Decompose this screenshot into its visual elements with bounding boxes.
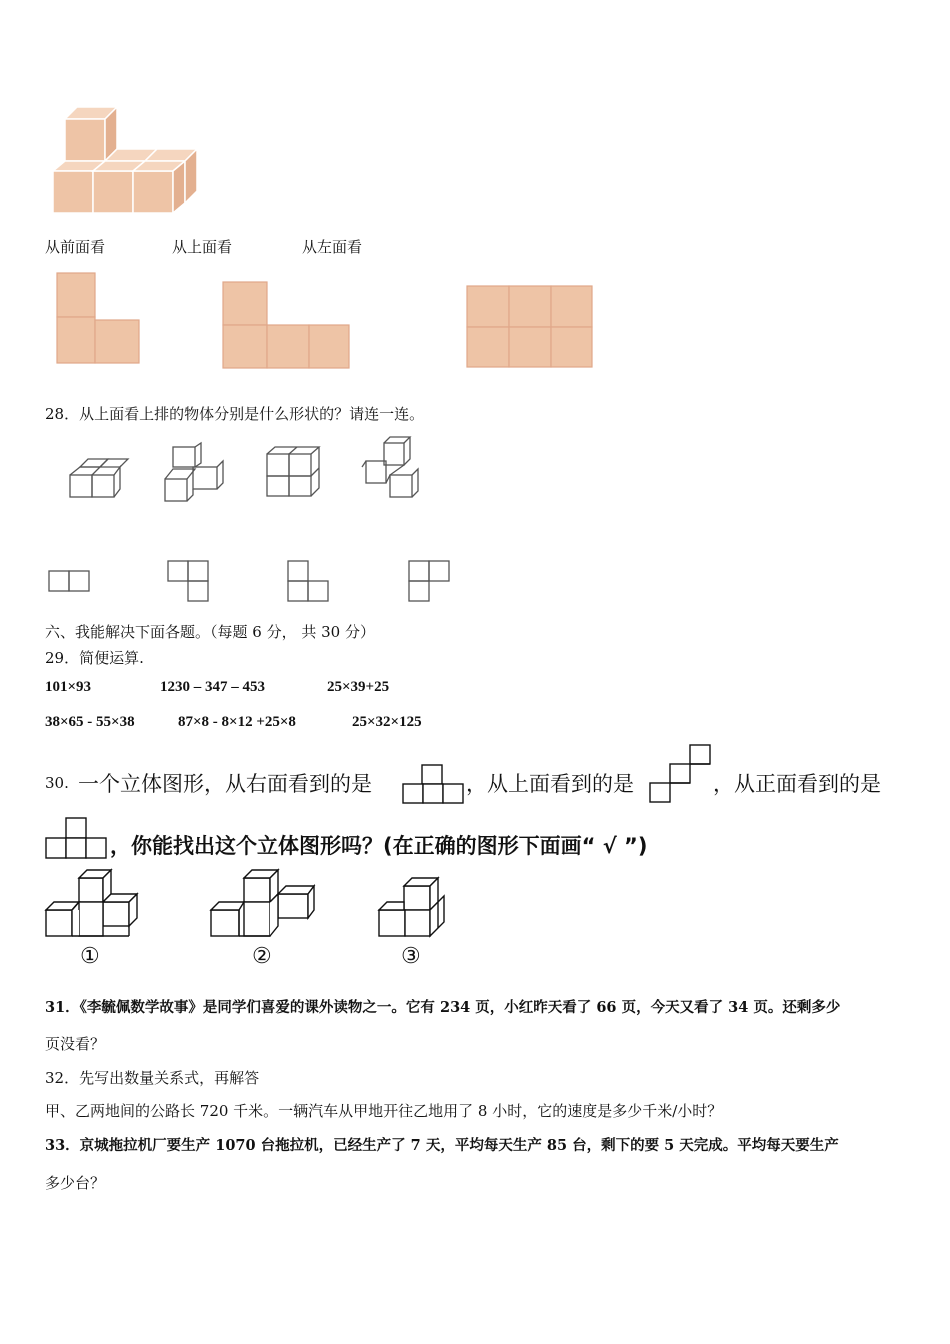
q29-title: 29．简便运算. <box>45 649 144 667</box>
q29-expr-1: 101×93 <box>45 679 92 695</box>
q28-solid-4 <box>360 437 422 499</box>
q29-expr-3: 25×39+25 <box>327 679 390 695</box>
q30-option-1-label[interactable]: ① <box>80 944 100 969</box>
left-view-shape <box>467 286 595 370</box>
cube-stack-figure <box>50 105 210 215</box>
q30-option-3-solid <box>378 876 450 940</box>
q33-line-1: 33．京城拖拉机厂要生产 1070 台拖拉机，已经生产了 7 天，平均每天生产 85 台，剩下的要 5 天完成。平均每天要生产 <box>45 1137 839 1154</box>
view-label-left: 从左面看 <box>302 238 363 256</box>
front-view-shape <box>57 273 147 368</box>
q29-expr-6: 25×32×125 <box>352 714 422 730</box>
view-label-front: 从前面看 <box>45 238 106 256</box>
view-label-top: 从上面看 <box>172 238 233 256</box>
q28-text: 28．从上面看上排的物体分别是什么形状的？请连一连。 <box>45 405 425 423</box>
q28-solid-1 <box>68 455 128 500</box>
q30-text-1: 一个立体图形，从右面看到的是 <box>78 772 372 796</box>
q32-title: 32．先写出数量关系式，再解答 <box>45 1069 260 1087</box>
q29-expr-5: 87×8 - 8×12 +25×8 <box>178 714 296 730</box>
q30-front-view <box>45 817 109 861</box>
q32-body: 甲、乙两地间的公路长 720 千米。一辆汽车从甲地开往乙地用了 8 小时，它的速度是多少千米/小时？ <box>45 1102 723 1120</box>
q28-solid-3 <box>265 446 321 498</box>
q30-option-2-solid <box>210 868 320 940</box>
q30-right-view <box>402 764 466 806</box>
q30-option-3-label[interactable]: ③ <box>401 944 421 969</box>
top-view-shape <box>223 282 353 372</box>
q29-expr-4: 38×65 - 55×38 <box>45 714 135 730</box>
q31-line-1: 31．《李毓佩数学故事》是同学们喜爱的课外读物之一。它有 234 页，小红昨天看了 66 页，今天又看了 34 页。还剩多少 <box>45 999 841 1016</box>
q28-solid-2 <box>163 443 225 503</box>
q29-expr-2: 1230 – 347 – 453 <box>160 679 265 695</box>
q33-line-2: 多少台？ <box>45 1174 106 1192</box>
q30-option-2-label[interactable]: ② <box>252 944 272 969</box>
q28-shape-c <box>287 560 331 604</box>
q31-line-2: 页没看？ <box>45 1035 106 1053</box>
q30-top-view <box>649 744 713 806</box>
q30-text-3: ，从正面看到的是 <box>713 772 881 796</box>
q28-shape-a <box>48 570 92 594</box>
section-6-title: 六、我能解决下面各题。（每题 6 分， 共 30 分） <box>45 623 375 641</box>
q30-text-4: ，你能找出这个立体图形吗？(在正确的图形下面画“ √ ”) <box>110 834 648 858</box>
q30-text-2: ，从上面看到的是 <box>466 772 634 796</box>
q30-number: 30. <box>45 774 69 792</box>
q28-shape-d <box>408 560 452 604</box>
q30-option-1-solid <box>45 868 141 940</box>
q28-shape-b <box>167 560 211 604</box>
